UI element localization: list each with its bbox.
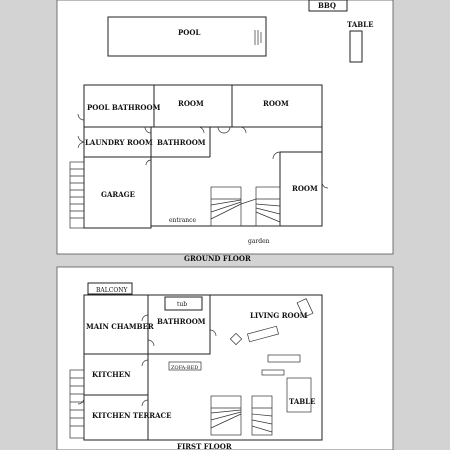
bathroom-label: BATHROOM: [157, 138, 206, 147]
main-chamber-label: MAIN CHAMBER: [86, 322, 154, 331]
room-2-label: ROOM: [263, 99, 289, 108]
ground-floor-sheet: [57, 0, 393, 254]
entrance-label: entrance: [169, 217, 197, 224]
balcony-label: BALCONY: [96, 287, 128, 294]
pool-label: POOL: [178, 28, 201, 37]
kitchen-label: KITCHEN: [92, 370, 131, 379]
laundry-room-label: LAUNDRY ROOM: [85, 138, 153, 147]
first-floor-caption: FIRST FLOOR: [177, 442, 232, 450]
kitchen-terrace-label: KITCHEN TERRACE: [92, 411, 172, 420]
ground-floor-caption: GROUND FLOOR: [184, 254, 251, 263]
ff-table-label: TABLE: [289, 397, 316, 406]
first-floor-sheet: [57, 267, 393, 450]
outdoor-table-label: TABLE: [347, 20, 374, 29]
room-1-label: ROOM: [178, 99, 204, 108]
garage-label: GARAGE: [101, 190, 135, 199]
living-room-label: LIVING ROOM: [250, 311, 308, 320]
sofa-bed-label: ZOFA-BED: [171, 365, 199, 371]
tub-label: tub: [177, 301, 188, 308]
pool-bathroom-label: POOL BATHROOM: [87, 103, 161, 112]
room-3-label: ROOM: [292, 184, 318, 193]
bbq-label: BBQ: [318, 1, 336, 10]
garden-label: garden: [248, 238, 270, 245]
ff-bathroom-label: BATHROOM: [157, 317, 206, 326]
